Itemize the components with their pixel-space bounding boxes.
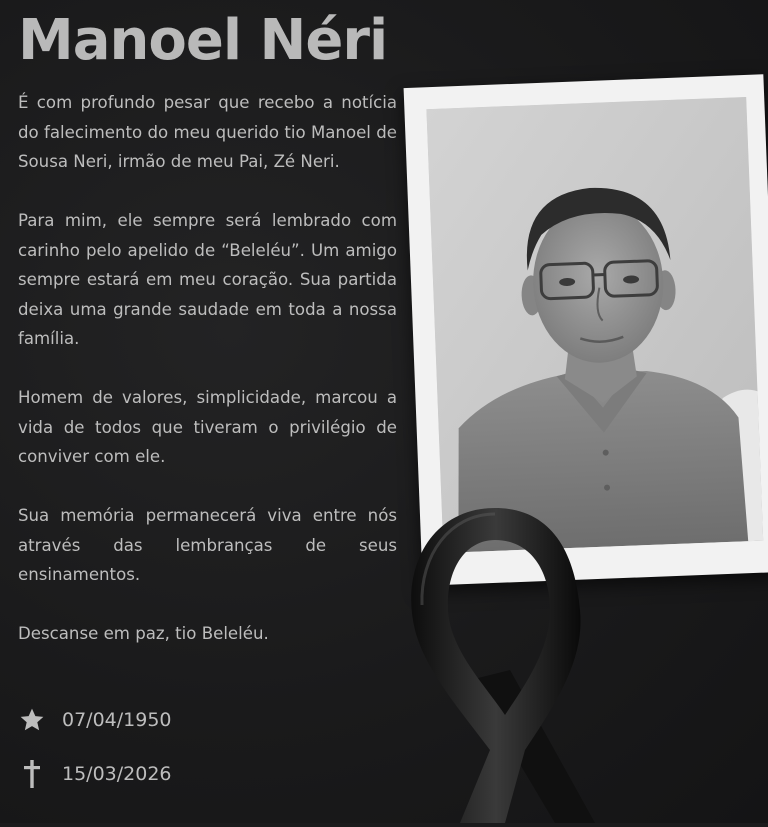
death-row [18,754,172,794]
paragraph-4: Sua memória permanecerá viva entre nós através das lembranças de seus ensinamentos. [18,501,397,590]
paragraph-3: Homem de valores, simplicidade, marcou a vida de todos que tiveram o privilégio de conviver com ele. [18,383,397,472]
birth-row [18,700,172,740]
paragraph-2: Para mim, ele sempre será lembrado com carinho pelo apelido de “Beleléu”. Um amigo sempre estará em meu coração. Sua partida deixa uma grande saudade em toda a nossa família. [18,206,397,354]
tribute-text [18,88,397,678]
dates [18,700,172,808]
star-icon [18,706,46,734]
birth-date: 07/04/1950 [62,709,172,731]
cross-icon [18,760,46,788]
death-date: 15/03/2026 [62,763,172,785]
farewell-line: Descanse em paz, tio Beleléu. [18,619,397,649]
paragraph-1: É com profundo pesar que recebo a notícia do falecimento do meu querido tio Manoel de Sousa Neri, irmão de meu Pai, Zé Neri. [18,88,397,177]
mourning-ribbon-icon [390,500,600,827]
portrait-photo [426,97,763,553]
page-title: Manoel Néri [18,8,387,73]
